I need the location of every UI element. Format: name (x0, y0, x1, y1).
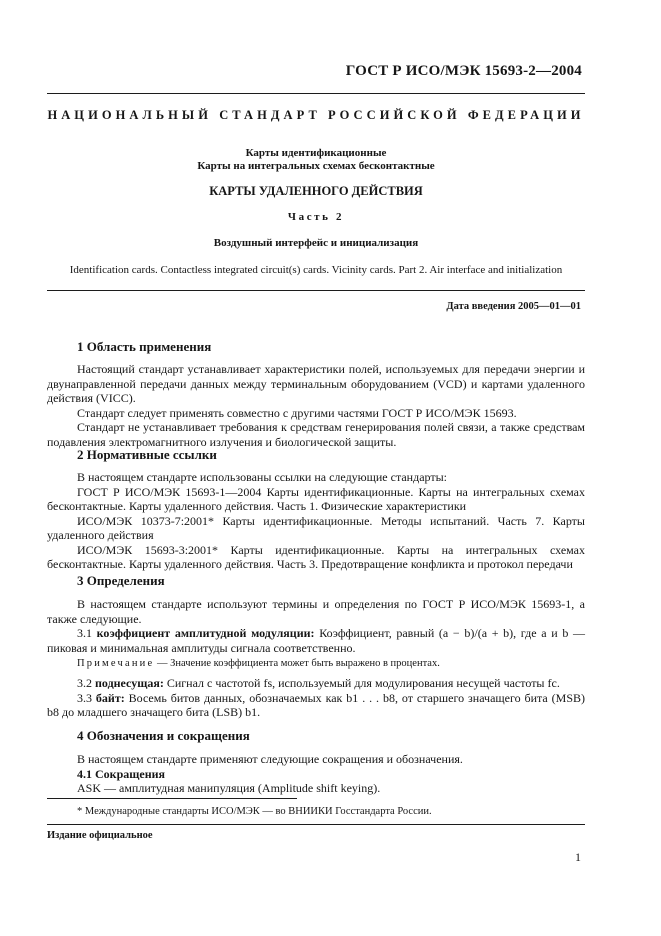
title-line-1: Карты идентификационные (245, 147, 387, 159)
introduction-date: Дата введения 2005—01—01 (446, 301, 581, 312)
title-part: Часть 2 (287, 211, 345, 223)
section-2-reference-2: ИСО/МЭК 10373-7:2001* Карты идентификационные. Методы испытаний. Часть 7. Карты удаленного действия (47, 513, 585, 542)
section-3-body (47, 597, 585, 655)
section-3-paragraph-1: В настоящем стандарте используют термины и определения по ГОСТ Р ИСО/МЭК 15693-1, а также следующие. (47, 597, 585, 626)
footnote-rule (47, 798, 297, 799)
section-2-heading: 2 Нормативные ссылки (77, 447, 217, 462)
definition-3-3-text: Восемь битов данных, обозначаемых как b1 . . . b8, от старшего значащего бита (MSB) b8 до младшего значащего бита (LSB) b1. (47, 690, 586, 719)
definition-3-2-text: Сигнал с частотой fs, используемый для модулирования несущей частоты fc. (166, 676, 560, 690)
footer-rule (47, 824, 585, 825)
definition-3-3 (47, 691, 585, 720)
definition-3-2-number: 3.2 (77, 676, 92, 690)
section-1-paragraph-1: Настоящий стандарт устанавливает характеристики полей, используемых для передачи энергии и двунаправленной передачи данных между терминальным оборудованием (VCD) и картами удаленного действия (VICC). (47, 362, 585, 405)
title-subtitle: Воздушный интерфейс и инициализация (213, 237, 419, 249)
definition-3-2 (47, 676, 585, 691)
definition-3-1-term: коэффициент амплитудной модуляции: (96, 626, 315, 640)
note-text: — Значение коэффициента может быть выражено в процентах. (156, 658, 440, 669)
section-2-reference-3: ИСО/МЭК 15693-3:2001* Карты идентификационные. Карты на интегральных схемах бесконтактные. Карты удаленного действия. Часть 3. Предотвращение конфликта и протокол передачи (47, 542, 585, 571)
definition-3-3-number: 3.3 (77, 690, 92, 705)
note-label: Примечание (77, 658, 155, 669)
section-2-reference-1: ГОСТ Р ИСО/МЭК 15693-1—2004 Карты идентификационные. Карты на интегральных схемах бесконтактные. Карты удаленного действия. Часть 1. Физические характеристики (47, 484, 585, 513)
footnote: * Международные стандарты ИСО/МЭК — во ВНИИКИ Госстандарта России. (77, 806, 432, 817)
definition-3-3-term: байт: (95, 690, 125, 705)
section-4-body (47, 752, 585, 796)
section-1-paragraph-3: Стандарт не устанавливает требования к средствам генерирования полей связи, а также средствам подавления электромагнитного излучения и биологической защиты. (47, 420, 585, 449)
section-3-definitions (47, 676, 585, 720)
title-rule (47, 290, 585, 291)
section-3-heading: 3 Определения (77, 573, 165, 588)
definition-3-1 (47, 626, 585, 655)
definition-3-1-number: 3.1 (77, 626, 92, 640)
section-1-heading: 1 Область применения (77, 339, 212, 354)
section-4-paragraph-1: В настоящем стандарте применяют следующие сокращения и обозначения. (77, 752, 463, 766)
title-line-2: Карты на интегральных схемах бесконтактные (197, 160, 435, 172)
edition-label: Издание официальное (47, 830, 153, 841)
section-4-paragraph-2: ASK — амплитудная манипуляция (Amplitude shift keying). (77, 781, 381, 795)
section-1-body (47, 362, 585, 449)
definition-3-1-text: Коэффициент, равный (a − b)/(a + b), где a и b — пиковая и минимальная амплитуды сигнала соответственно. (47, 626, 585, 655)
section-3-note (77, 658, 440, 669)
section-2-paragraph-1: В настоящем стандарте использованы ссылки на следующие стандарты: (77, 470, 448, 484)
national-standard-heading: НАЦИОНАЛЬНЫЙ СТАНДАРТ РОССИЙСКОЙ ФЕДЕРАЦИИ (47, 108, 585, 122)
section-1-paragraph-2: Стандарт следует применять совместно с другими частями ГОСТ Р ИСО/МЭК 15693. (77, 405, 517, 420)
title-main: КАРТЫ УДАЛЕННОГО ДЕЙСТВИЯ (209, 184, 423, 198)
page-number: 1 (575, 850, 581, 864)
section-2-body (47, 470, 585, 572)
section-4-subheading: 4.1 Сокращения (77, 766, 166, 781)
document-code: ГОСТ Р ИСО/МЭК 15693-2—2004 (345, 63, 582, 79)
title-english: Identification cards. Contactless integrated circuit(s) cards. Vicinity cards. Part 2. Air interface and initialization (69, 264, 563, 276)
definition-3-2-term: поднесущая: (95, 676, 164, 690)
section-4-heading: 4 Обозначения и сокращения (77, 728, 250, 743)
header-rule (47, 93, 585, 94)
